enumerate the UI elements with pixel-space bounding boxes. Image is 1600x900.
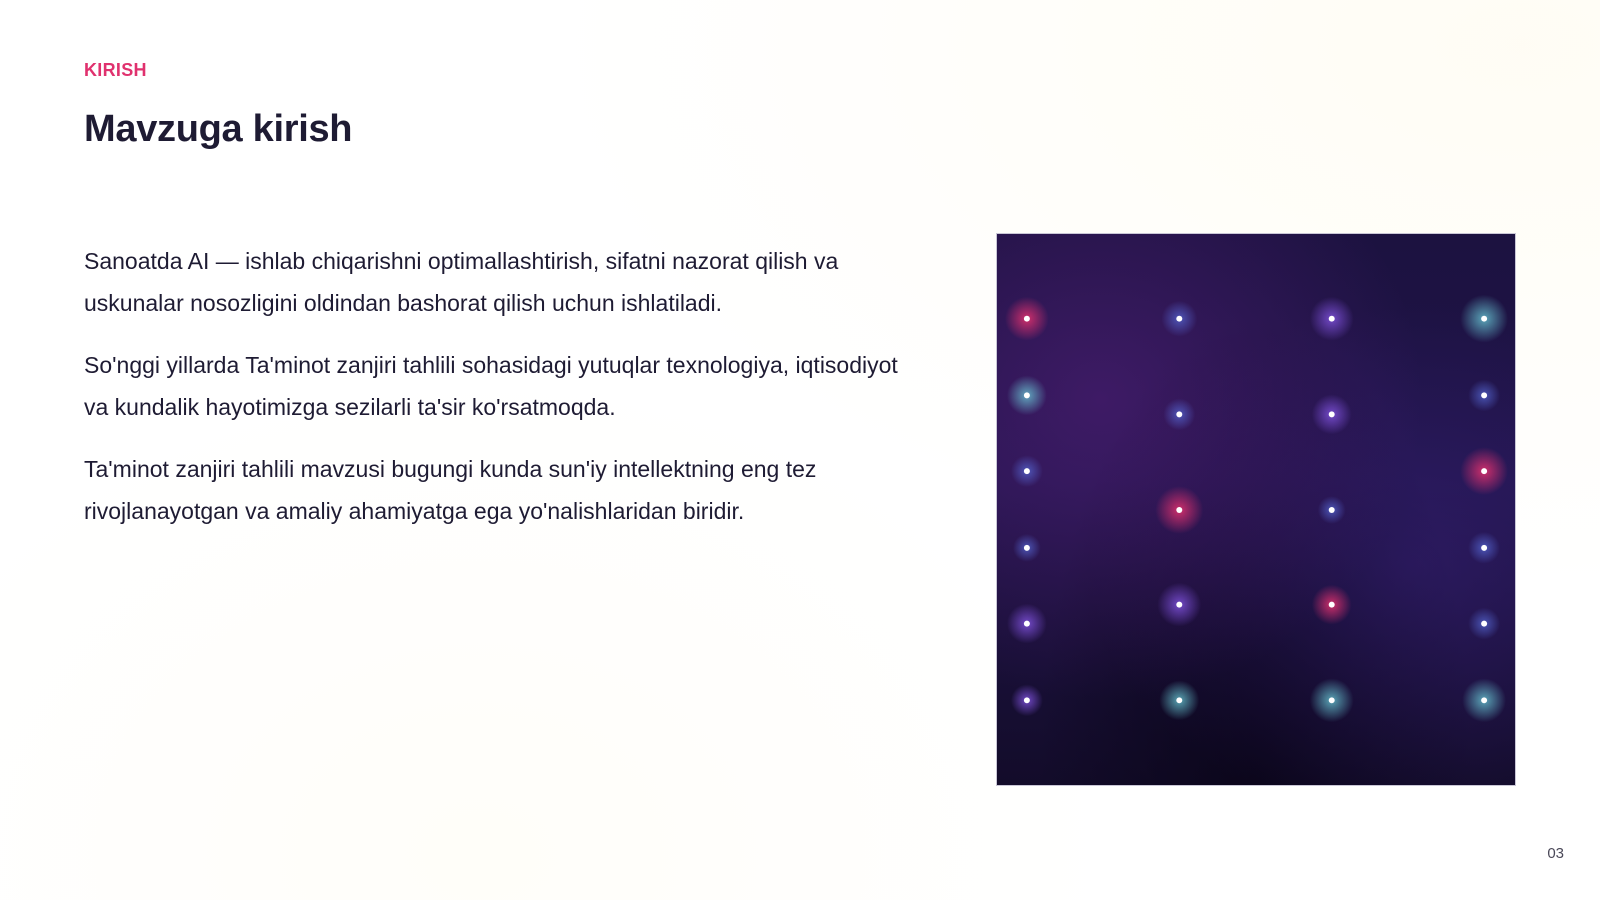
body-text [84, 240, 924, 552]
paragraph-3: Ta'minot zanjiri tahlili mavzusi bugungi kunda sun'iy intellektning eng tez rivojlanayotgan va amaliy ahamiyatga ega yo'nalishlaridan biridir. [84, 456, 817, 524]
network-graphic [997, 234, 1515, 785]
section-eyebrow: KIRISH [84, 60, 147, 80]
slide-title: Mavzuga kirish [84, 108, 353, 150]
page-number: 03 [1547, 845, 1564, 862]
neural-network-illustration [996, 233, 1516, 786]
paragraph-1: Sanoatda AI — ishlab chiqarishni optimallashtirish, sifatni nazorat qilish va uskunalar nosozligini oldindan bashorat qilish uchun ishlatiladi. [84, 248, 839, 316]
paragraph-2: So'nggi yillarda Ta'minot zanjiri tahlili sohasidagi yutuqlar texnologiya, iqtisodiyot va kundalik hayotimizga sezilarli ta'sir ko'rsatmoqda. [84, 352, 898, 420]
